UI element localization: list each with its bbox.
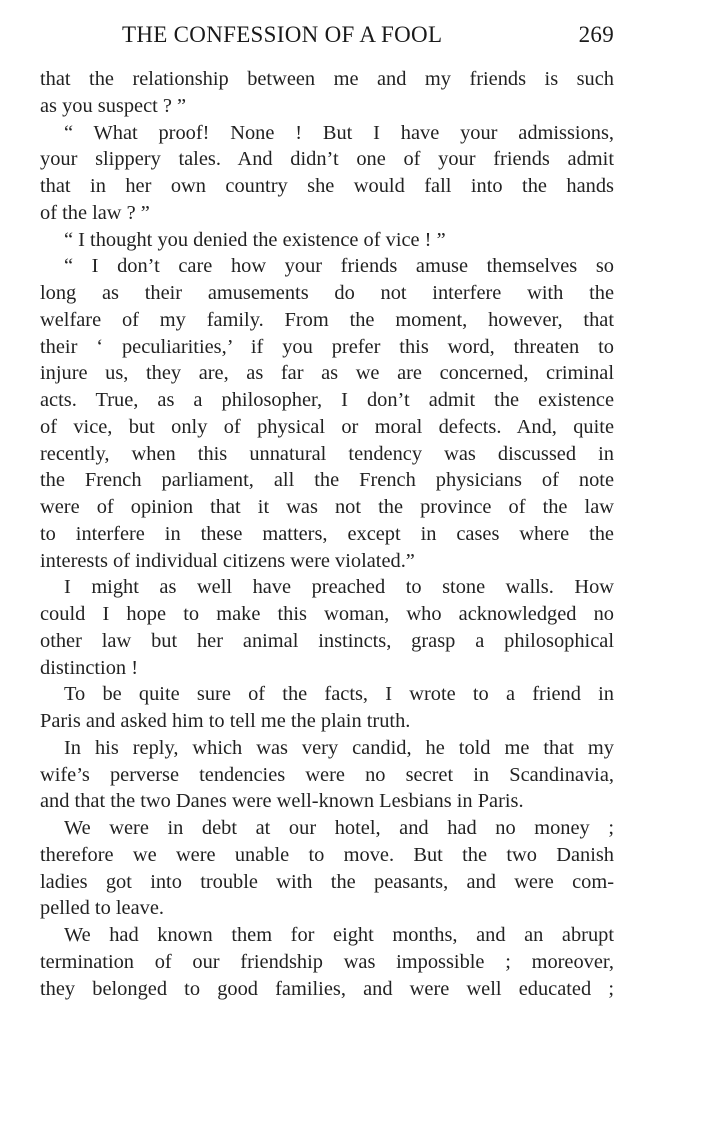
text-line: of the law ? ” bbox=[40, 201, 150, 224]
text-line: Paris and asked him to tell me the plain truth. bbox=[40, 710, 411, 732]
text-line: their ‘ peculiarities,’ if you prefer this word, threaten to bbox=[40, 335, 614, 358]
text-line: and that the two Danes were well-known Lesbians in Paris. bbox=[40, 790, 524, 813]
text-line: ladies got into trouble with the peasants, and were com- bbox=[40, 870, 614, 893]
text-line: I might as well have preached to stone walls. How bbox=[64, 576, 614, 599]
text-line: they belonged to good families, and were well educated ; bbox=[40, 977, 614, 1000]
text-line: wife’s perverse tendencies were no secret in Scandinavia, bbox=[40, 763, 614, 786]
running-head bbox=[40, 22, 614, 52]
text-line: “ What proof! None ! But I have your admissions, bbox=[64, 121, 614, 144]
text-line: We were in debt at our hotel, and had no money ; bbox=[64, 817, 614, 839]
text-line: that in her own country she would fall into the hands bbox=[40, 175, 614, 197]
text-line: your slippery tales. And didn’t one of your friends admit bbox=[40, 148, 614, 171]
text-line: In his reply, which was very candid, he told me that my bbox=[64, 736, 614, 759]
text-line: other law but her animal instincts, grasp a philosophical bbox=[40, 629, 614, 652]
text-line: “ I don’t care how your friends amuse themselves so bbox=[64, 255, 614, 278]
text-line: that the relationship between me and my friends is such bbox=[40, 68, 614, 90]
text-line: were of opinion that it was not the province of the law bbox=[40, 496, 614, 518]
text-line: termination of our friendship was impossible ; moreover, bbox=[40, 950, 614, 973]
page-number: 269 bbox=[578, 22, 614, 47]
text-line: To be quite sure of the facts, I wrote to a friend in bbox=[64, 683, 614, 706]
text-line: could I hope to make this woman, who acknowledged no bbox=[40, 603, 614, 625]
text-line: “ I thought you denied the existence of vice ! ” bbox=[64, 228, 446, 251]
text-line: of vice, but only of physical or moral defects. And, quite bbox=[40, 415, 614, 438]
text-line: welfare of my family. From the moment, however, that bbox=[40, 308, 614, 331]
text-line: distinction ! bbox=[40, 656, 138, 679]
text-line: injure us, they are, as far as we are concerned, criminal bbox=[40, 362, 614, 385]
text-line: to interfere in these matters, except in cases where the bbox=[40, 522, 614, 545]
text-line: acts. True, as a philosopher, I don’t admit the existence bbox=[40, 389, 614, 411]
text-line: pelled to leave. bbox=[40, 897, 164, 920]
text-line: as you suspect ? ” bbox=[40, 94, 187, 117]
body-text bbox=[40, 66, 614, 1002]
text-line: the French parliament, all the French physicians of note bbox=[40, 469, 614, 492]
running-head-title: THE CONFESSION OF A FOOL bbox=[122, 22, 443, 47]
text-line: long as their amusements do not interfere with the bbox=[40, 282, 614, 304]
text-line: We had known them for eight months, and an abrupt bbox=[64, 924, 614, 946]
text-line: therefore we were unable to move. But the two Danish bbox=[40, 843, 614, 866]
text-line: recently, when this unnatural tendency was discussed in bbox=[40, 442, 614, 465]
text-line: interests of individual citizens were violated.” bbox=[40, 549, 415, 572]
